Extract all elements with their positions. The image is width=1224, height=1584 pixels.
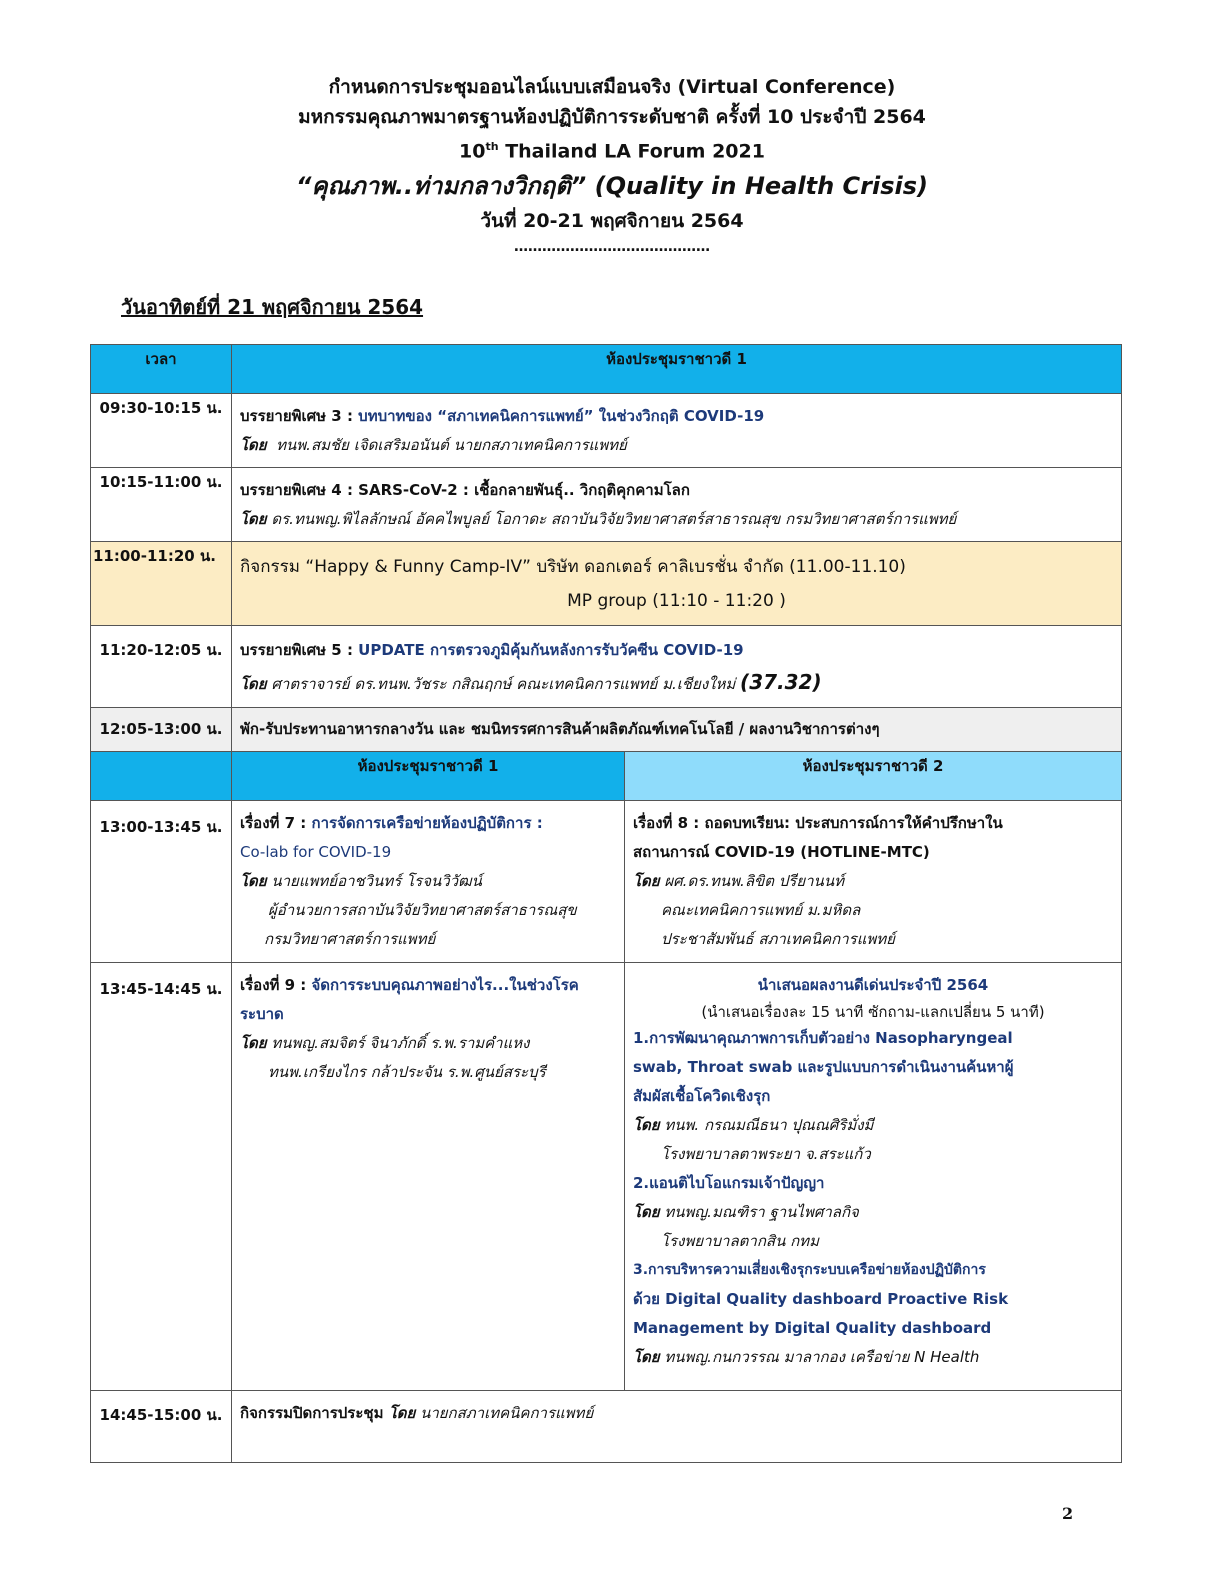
by-label: โดย [240, 510, 267, 528]
closing-cell [232, 1391, 1122, 1463]
lunch-cell: พัก-รับประทานอาหารกลางวัน และ ชมนิทรรศการสินค้าผลิตภัณฑ์เทคโนโลยี / ผลงานวิชาการต่างๆ [232, 708, 1122, 752]
time-cell: 11:00-11:20 น. [91, 542, 232, 626]
speaker: ทนพ.สมชัย เจิดเสริมอนันต์ นายกสภาเทคนิคการแพทย์ [276, 436, 627, 454]
activity-line-2: MP group (11:10 - 11:20 ) [567, 591, 786, 611]
header-line-3 [0, 132, 1224, 166]
session-label: บรรยายพิเศษ 5 : [240, 641, 359, 659]
by-label: โดย [633, 1116, 660, 1134]
header-line-2: มหกรรมคุณภาพมาตรฐานห้องปฏิบัติการระดับชาติ ครั้งที่ 10 ประจำปี 2564 [298, 106, 926, 128]
session-topic-cont: Co-lab for COVID-19 [240, 843, 392, 861]
session-label: กิจกรรมปิดการประชุม [240, 1404, 389, 1422]
speaker: นายกสภาเทคนิคการแพทย์ [420, 1404, 594, 1422]
room1-header: ห้องประชุมราชาวดี 1 [232, 345, 1122, 394]
by-label: โดย [240, 436, 267, 454]
session-cell [232, 626, 1122, 708]
presentation-title: 1.การพัฒนาคุณภาพการเก็บตัวอย่าง Nasopharyngeal [633, 1029, 1013, 1047]
session-cell [232, 468, 1122, 542]
table-row [91, 394, 1122, 468]
ordinal-suffix: th [485, 140, 499, 153]
session-topic: บทบาทของ “สภาเทคนิคการแพทย์” ในช่วงวิกฤติ COVID-19 [358, 407, 765, 425]
speaker: ทนพ. กรณมณีธนา ปุณณศิริมั่งมี [664, 1116, 874, 1134]
speaker: ดร.ทนพญ.พิไลลักษณ์ อัคคไพบูลย์ โอกาดะ สถาบันวิจัยวิทยาศาสตร์สาธารณสุข กรมวิทยาศาสตร์การแพทย์ [271, 510, 957, 528]
speaker: ทนพญ.มณฑิรา ฐานไพศาลกิจ [664, 1203, 859, 1221]
presentation-title: 3.การบริหารความเสี่ยงเชิงรุกระบบเครือข่ายห้องปฏิบัติการ [633, 1262, 986, 1278]
forum-number: 10 [459, 140, 486, 163]
header-separator: …………………………………… [514, 239, 710, 256]
day-title: วันอาทิตย์ที่ 21 พฤศจิกายน 2564 [121, 295, 424, 319]
presentation-title: ด้วย Digital Quality dashboard Proactive Risk [633, 1290, 1009, 1308]
table-row [91, 468, 1122, 542]
forum-name: Thailand LA Forum 2021 [498, 140, 765, 163]
header-line-1: กำหนดการประชุมออนไลน์แบบเสมือนจริง (Virtual Conference) [328, 76, 896, 98]
session-topic: การจัดการเครือข่ายห้องปฏิบัติการ : [311, 814, 543, 832]
session-label: บรรยายพิเศษ 3 : [240, 407, 359, 425]
activity-cell [232, 542, 1122, 626]
session-title: เรื่องที่ 8 : ถอดบทเรียน: ประสบการณ์การให้คำปรึกษาใน [633, 814, 1003, 832]
table-row [91, 801, 1122, 963]
by-label: โดย [633, 872, 660, 890]
header-dates: วันที่ 20-21 พฤศจิกายน 2564 [480, 210, 744, 233]
time-cell: 10:15-11:00 น. [91, 468, 232, 542]
speaker: ทนพญ.สมจิตร์ จินาภักดิ์ ร.พ.รามคำแหง [271, 1034, 530, 1052]
time-cell: 13:45-14:45 น. [91, 963, 232, 1391]
session-label: เรื่องที่ 9 : [240, 976, 312, 994]
presentation-subheading: (นำเสนอเรื่องละ 15 นาที ซักถาม-แลกเปลี่ยน 5 นาที) [701, 1003, 1045, 1021]
by-label: โดย [388, 1404, 416, 1422]
presentation-title: swab, Throat swab และรูปแบบการดำเนินงานค้นหาผู้ [633, 1058, 1014, 1076]
presentation-item [633, 1169, 1113, 1256]
room2-session-cell [625, 801, 1122, 963]
table-row-activity [91, 542, 1122, 626]
presentation-heading: นำเสนอผลงานดีเด่นประจำปี 2564 [757, 976, 989, 994]
table-row [91, 1391, 1122, 1463]
presentation-title: Management by Digital Quality dashboard [633, 1319, 992, 1337]
room1-session-cell [232, 963, 625, 1391]
session-label: เรื่องที่ 7 : [240, 814, 312, 832]
time-cell: 12:05-13:00 น. [91, 708, 232, 752]
document-header [0, 72, 1224, 258]
session-cell [232, 394, 1122, 468]
presentation-title: 2.แอนติไบโอแกรมเจ้าปัญญา [633, 1174, 825, 1192]
speaker: ทนพญ.กนกวรรณ มาลากอง เครือข่าย N Health [664, 1348, 980, 1366]
presentation-item [633, 1024, 1113, 1169]
speaker-affiliation: ประชาสัมพันธ์ สภาเทคนิคการแพทย์ [661, 930, 895, 948]
room2-header: ห้องประชุมราชาวดี 2 [625, 752, 1122, 801]
page-number: 2 [1062, 1504, 1074, 1523]
by-label: โดย [633, 1348, 660, 1366]
by-label: โดย [240, 675, 267, 693]
room1-header: ห้องประชุมราชาวดี 1 [232, 752, 625, 801]
session-topic: จัดการระบบคุณภาพอย่างไร...ในช่วงโรค [311, 976, 579, 994]
session-title-cont: สถานการณ์ COVID-19 (HOTLINE-MTC) [633, 843, 930, 861]
speaker-affiliation: โรงพยาบาลตากสิน กทม [661, 1232, 819, 1250]
table-row [91, 626, 1122, 708]
speaker-affiliation: โรงพยาบาลตาพระยา จ.สระแก้ว [661, 1145, 871, 1163]
speaker-affiliation: คณะเทคนิคการแพทย์ ม.มหิดล [661, 901, 861, 919]
time-column-header-blank [91, 752, 232, 801]
table-row-lunch [91, 708, 1122, 752]
time-cell: 09:30-10:15 น. [91, 394, 232, 468]
presentation-item [633, 1256, 1113, 1372]
time-cell: 13:00-13:45 น. [91, 801, 232, 963]
speaker: ศาตราจารย์ ดร.ทนพ.วัชระ กสิณฤกษ์ คณะเทคนิคการแพทย์ ม.เชียงใหม่ [271, 675, 741, 693]
speaker-affiliation: ผู้อำนวยการสถาบันวิจัยวิทยาศาสตร์สาธารณสุข [268, 901, 577, 919]
time-cell: 14:45-15:00 น. [91, 1391, 232, 1463]
by-label: โดย [633, 1203, 660, 1221]
header-theme: “คุณภาพ..ท่ามกลางวิกฤติ” (Quality in Health Crisis) [295, 172, 928, 201]
speaker-affiliation: กรมวิทยาศาสตร์การแพทย์ [264, 930, 436, 948]
session-topic: UPDATE การตรวจภูมิคุ้มกันหลังการรับวัคซีน COVID-19 [358, 641, 744, 659]
room2-session-cell [625, 963, 1122, 1391]
table-row [91, 963, 1122, 1391]
session-note: (37.32) [740, 670, 822, 694]
activity-line-1: กิจกรรม “Happy & Funny Camp-IV” บริษัท ดอกเตอร์ คาลิเบรชั่น จำกัด (11.00-11.10) [240, 557, 906, 577]
speaker: ผศ.ดร.ทนพ.ลิขิต ปรียานนท์ [664, 872, 844, 890]
time-column-header: เวลา [91, 345, 232, 394]
time-cell: 11:20-12:05 น. [91, 626, 232, 708]
session-topic-cont: ระบาด [240, 1005, 284, 1023]
schedule-table [90, 344, 1122, 1463]
speaker: นายแพทย์อาชวินทร์ โรจนวิวัฒน์ [271, 872, 482, 890]
table-subheader-row [91, 752, 1122, 801]
by-label: โดย [240, 1034, 267, 1052]
by-label: โดย [240, 872, 267, 890]
presentation-title: สัมผัสเชื้อโควิดเชิงรุก [633, 1087, 771, 1105]
table-header-row [91, 345, 1122, 394]
room1-session-cell [232, 801, 625, 963]
speaker-2: ทนพ.เกรียงไกร กล้าประจัน ร.พ.ศูนย์สระบุรี [268, 1063, 546, 1081]
session-label: บรรยายพิเศษ 4 : SARS-CoV-2 : เชื้อกลายพันธุ์.. วิกฤติคุกคามโลก [240, 481, 690, 499]
